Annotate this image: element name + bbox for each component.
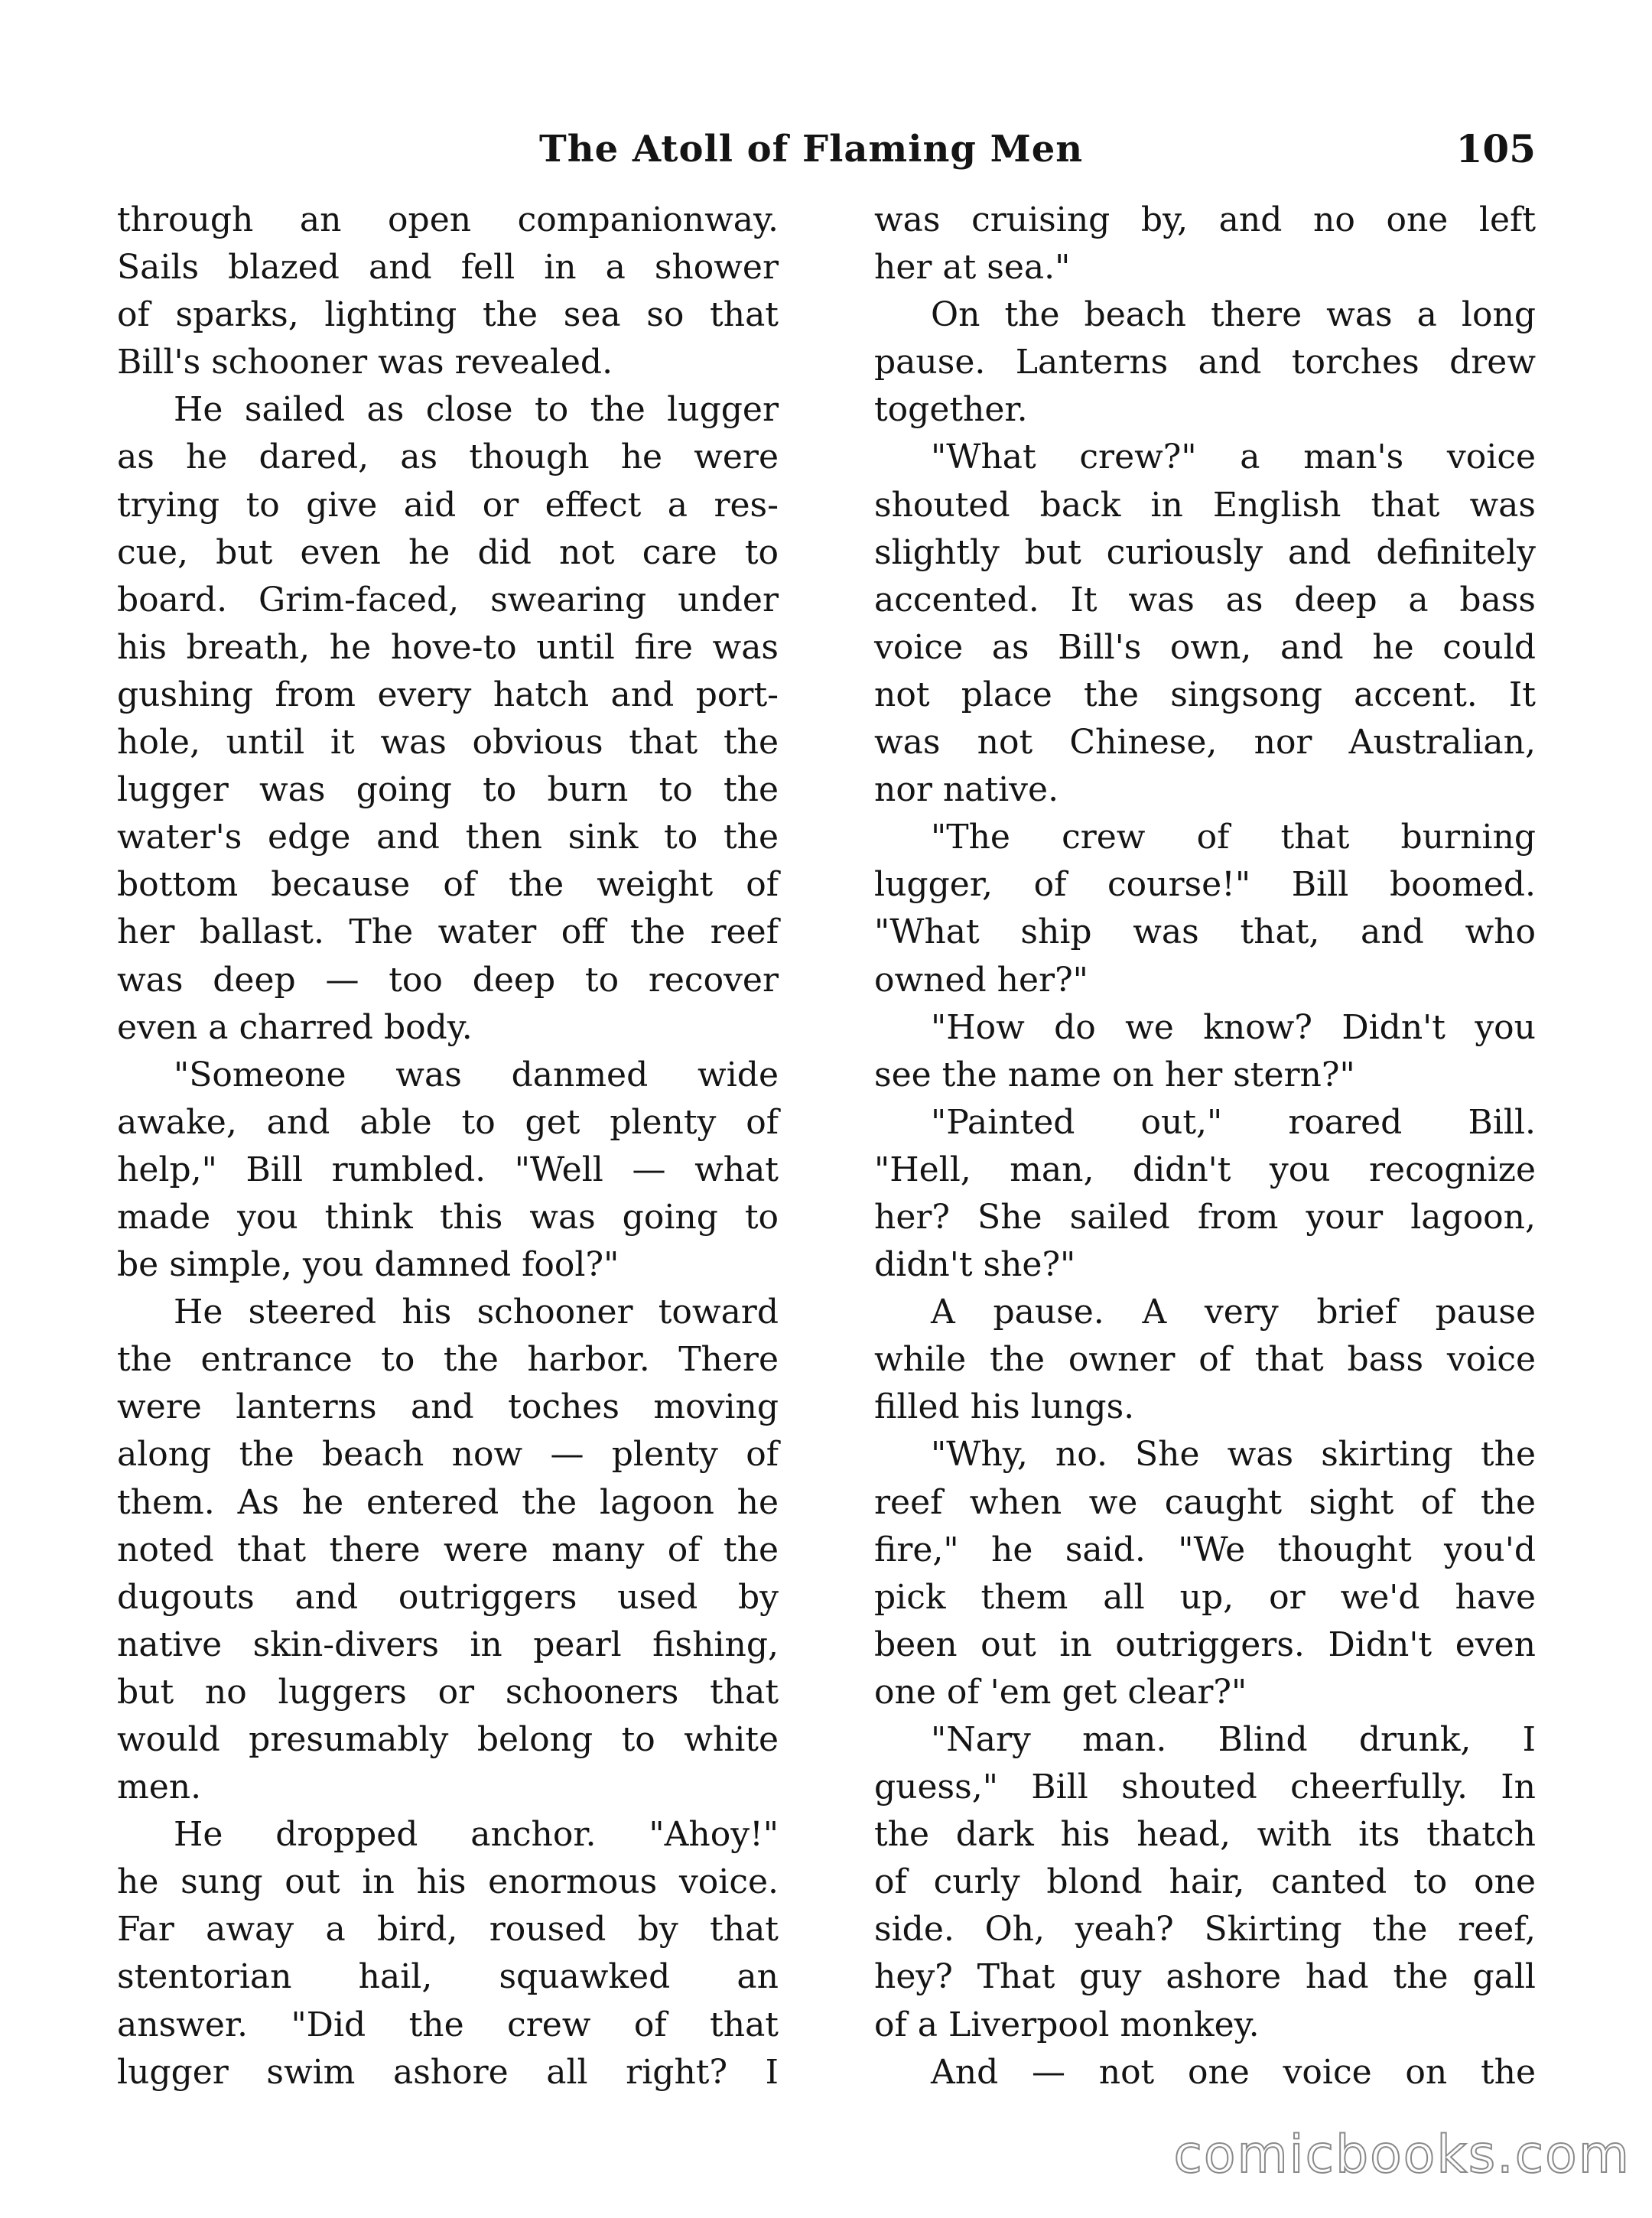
text-line: "Painted out," roared Bill. bbox=[931, 1102, 1536, 1142]
text-line: Sails blazed and fell in a shower bbox=[117, 248, 779, 288]
text-line: was not Chinese, nor Australian, bbox=[874, 723, 1536, 763]
text-line: made you think this was going to bbox=[117, 1197, 779, 1237]
text-line: "Nary man. Blind drunk, I bbox=[931, 1720, 1536, 1759]
text-line: bottom because of the weight of bbox=[117, 865, 779, 905]
text-line: "Why, no. She was skirting the bbox=[931, 1435, 1536, 1475]
text-line: "The crew of that burning bbox=[931, 818, 1536, 857]
text-line: slightly but curiously and definitely bbox=[874, 532, 1536, 572]
text-line: along the beach now — plenty of bbox=[117, 1435, 779, 1475]
text-line: And — not one voice on the bbox=[931, 2052, 1536, 2092]
text-line: be simple, you damned fool?" bbox=[117, 1245, 620, 1285]
text-line: see the name on her stern?" bbox=[874, 1055, 1355, 1094]
text-line: native skin-divers in pearl fishing, bbox=[117, 1624, 779, 1664]
text-line: lugger, of course!" Bill boomed. bbox=[874, 865, 1536, 905]
text-line: voice as Bill's own, and he could bbox=[874, 627, 1536, 667]
text-line: Far away a bird, roused by that bbox=[117, 1910, 779, 1950]
watermark: comicbooks.com bbox=[1173, 2125, 1631, 2185]
text-line: her? She sailed from your lagoon, bbox=[874, 1197, 1536, 1237]
text-line: owned her?" bbox=[874, 960, 1088, 1000]
text-line: shouted back in English that was bbox=[874, 485, 1536, 525]
text-line: A pause. A very brief pause bbox=[931, 1293, 1536, 1332]
text-line: board. Grim-faced, swearing under bbox=[117, 580, 779, 620]
text-line: stentorian hail, squawked an bbox=[117, 1957, 779, 1997]
text-line: nor native. bbox=[874, 770, 1059, 810]
text-line: not place the singsong accent. It bbox=[874, 675, 1536, 714]
text-line: her ballast. The water off the reef bbox=[117, 912, 779, 952]
text-line: noted that there were many of the bbox=[117, 1530, 779, 1569]
text-line: He steered his schooner toward bbox=[174, 1293, 779, 1332]
running-header bbox=[0, 119, 1652, 180]
text-line: even a charred body. bbox=[117, 1007, 473, 1047]
left-text-column bbox=[117, 197, 779, 2096]
text-line: gushing from every hatch and port- bbox=[117, 675, 779, 714]
text-line: of a Liverpool monkey. bbox=[874, 2005, 1260, 2044]
text-line: accented. It was as deep a bass bbox=[874, 580, 1536, 620]
text-line: been out in outriggers. Didn't even bbox=[874, 1624, 1536, 1664]
text-line: Bill's schooner was revealed. bbox=[117, 343, 613, 382]
text-line: them. As he entered the lagoon he bbox=[117, 1482, 779, 1522]
text-line: On the beach there was a long bbox=[931, 295, 1536, 335]
text-line: her at sea." bbox=[874, 248, 1071, 288]
text-line: help," Bill rumbled. "Well — what bbox=[117, 1150, 779, 1189]
text-line: "How do we know? Didn't you bbox=[931, 1007, 1536, 1047]
text-line: together. bbox=[874, 390, 1028, 430]
text-line: cue, but even he did not care to bbox=[117, 532, 779, 572]
text-line: men. bbox=[117, 1768, 202, 1807]
text-line: He sailed as close to the lugger bbox=[174, 390, 779, 430]
text-line: but no luggers or schooners that bbox=[117, 1672, 779, 1712]
text-line: the dark his head, with its thatch bbox=[874, 1815, 1536, 1855]
text-line: awake, and able to get plenty of bbox=[117, 1102, 779, 1142]
text-line: lugger swim ashore all right? I bbox=[117, 2052, 779, 2092]
text-line: dugouts and outriggers used by bbox=[117, 1577, 779, 1617]
text-line: the entrance to the harbor. There bbox=[117, 1340, 779, 1380]
text-line: was deep — too deep to recover bbox=[117, 960, 779, 1000]
text-line: as he dared, as though he were bbox=[117, 437, 779, 477]
right-text-column bbox=[874, 197, 1536, 2096]
text-line: filled his lungs. bbox=[874, 1387, 1135, 1427]
text-line: didn't she?" bbox=[874, 1245, 1076, 1285]
text-line: while the owner of that bass voice bbox=[874, 1340, 1536, 1380]
chapter-title: The Atoll of Flaming Men bbox=[539, 128, 1084, 171]
text-line: answer. "Did the crew of that bbox=[117, 2005, 779, 2044]
text-line: He dropped anchor. "Ahoy!" bbox=[174, 1815, 779, 1855]
text-line: hey? That guy ashore had the gall bbox=[874, 1957, 1536, 1997]
text-line: would presumably belong to white bbox=[117, 1720, 779, 1759]
text-line: reef when we caught sight of the bbox=[874, 1482, 1536, 1522]
text-line: he sung out in his enormous voice. bbox=[117, 1862, 779, 1902]
text-line: guess," Bill shouted cheerfully. In bbox=[874, 1768, 1536, 1807]
page-number: 105 bbox=[1455, 126, 1536, 171]
text-line: side. Oh, yeah? Skirting the reef, bbox=[874, 1910, 1536, 1950]
text-line: trying to give aid or effect a res- bbox=[117, 485, 779, 525]
text-line: of curly blond hair, canted to one bbox=[874, 1862, 1536, 1902]
text-line: hole, until it was obvious that the bbox=[117, 723, 779, 763]
text-line: "Someone was danmed wide bbox=[174, 1055, 779, 1094]
text-line: "Hell, man, didn't you recognize bbox=[874, 1150, 1536, 1189]
text-line: of sparks, lighting the sea so that bbox=[117, 295, 779, 335]
text-line: pick them all up, or we'd have bbox=[874, 1577, 1536, 1617]
text-line: "What ship was that, and who bbox=[874, 912, 1536, 952]
text-line: was cruising by, and no one left bbox=[874, 200, 1536, 239]
text-line: one of 'em get clear?" bbox=[874, 1672, 1247, 1712]
text-line: were lanterns and toches moving bbox=[117, 1387, 779, 1427]
text-line: his breath, he hove-to until fire was bbox=[117, 627, 779, 667]
text-line: "What crew?" a man's voice bbox=[931, 437, 1536, 477]
text-line: pause. Lanterns and torches drew bbox=[874, 343, 1536, 382]
text-line: water's edge and then sink to the bbox=[117, 818, 779, 857]
text-line: lugger was going to burn to the bbox=[117, 770, 779, 810]
text-line: fire," he said. "We thought you'd bbox=[874, 1530, 1536, 1569]
text-line: through an open companionway. bbox=[117, 200, 779, 239]
